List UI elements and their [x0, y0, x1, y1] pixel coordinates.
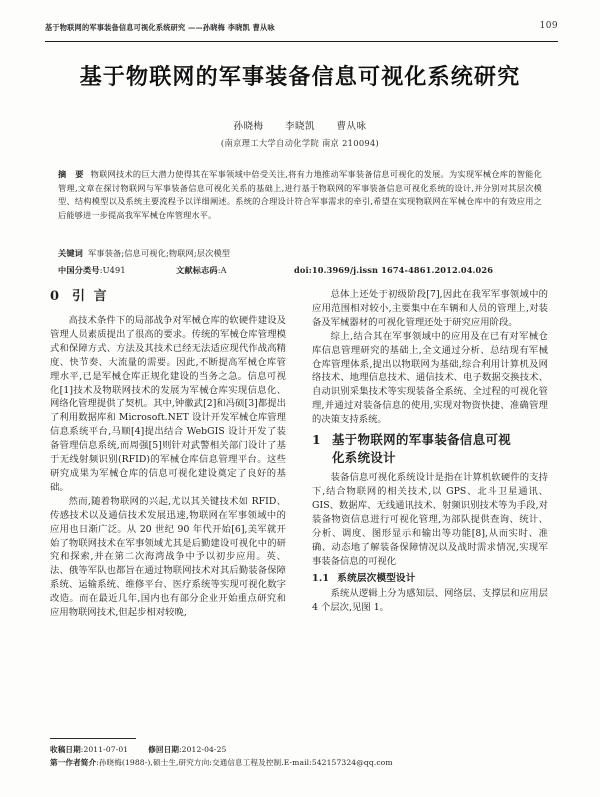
- keywords: [58, 248, 542, 259]
- section-title-line-1: 基于物联网的军事装备信息可视: [332, 432, 512, 448]
- section-number: 0: [50, 289, 62, 304]
- subsection-title: 系统层次模型设计: [337, 573, 416, 585]
- header-divider: [45, 41, 558, 42]
- footnote-divider: [50, 738, 136, 739]
- paragraph: 总体上还处于初级阶段[7],因此在我军军事领域中的应用范围相对较小,主要集中在车辆和人员的管理上,对装备及军械器材的可视化管理还处于研究应用阶段。: [312, 289, 548, 328]
- section-heading-intro: [50, 288, 286, 306]
- doc-code-label: 文献标志码: [176, 265, 218, 275]
- keywords-label: 关键词: [58, 248, 84, 258]
- page-title: 基于物联网的军事装备信息可视化系统研究: [79, 64, 521, 90]
- revised-date-label: 修回日期: [148, 745, 180, 754]
- section-heading-1-1: [312, 571, 548, 586]
- abstract-text: 物联网技术的巨大潜力使得其在军事领域中倍受关注,将有力地推动军事装备信息可视化的发展。为实现军械仓库的智能化管理,文章在探讨物联网与军事装备信息可视化关系的基础上,进行基于物联网的军事装备信息可视化系统的设计,并分别对其层次模型、结构模型以及系统主要流程予以详细阐述。系统的合理设计符合军事需求的牵引,希望在实现物联网在军械仓库中的有效应用之后能够进一步提高我军军械仓库管理水平。: [58, 169, 542, 220]
- section-number: 1: [312, 432, 322, 448]
- section-heading-1: [312, 431, 548, 466]
- paragraph: 高技术条件下的局部战争对军械仓库的软硬件建设及管理人员素质提出了很高的要求。传统的军械仓库管理模式和保障方式、方法及其技术已经无法适应现代作战高精度、快节奏、大流量的需要。因此,不断提高军械仓库管理水平,已是军械仓库正规化建设的当务之急。信息可视化[1]技术及物联网技术的发展为军械仓库实现信息化、网络化管理提供了契机。其中,钟徽武[2]和冯硕[3]都提出了利用数据库和 Microsoft.NET 设计开发军械仓库管理信息系统平台,马顺[4]提出结合 WebGIS 设计开发了装备管理信息系统,而周强[5]则针对武警相关部门设计了基于无线射频识别(RFID)的军械仓库信息管理平台。这些研究成果为军械仓库的信息可视化建设奠定了良好的基础。: [50, 315, 286, 493]
- doi-value: doi:10.3969/j.issn 1674-4861.2012.04.026: [294, 265, 494, 275]
- received-date-value: :2011-07-01: [80, 745, 129, 754]
- author-bio-value: :孙晓梅(1988-),硕士生,研究方向:交通信息工程及控制.E-mail:542157324@qq.com: [96, 757, 393, 767]
- author-name: 曹从咏: [336, 121, 367, 132]
- author-affiliation: (南京理工大学自动化学院 南京 210094): [220, 138, 380, 148]
- body-column-right: [312, 288, 548, 615]
- author-list: [0, 118, 600, 132]
- author-bio: [50, 757, 550, 770]
- running-head: [45, 22, 558, 31]
- subsection-number: 1.1: [312, 573, 330, 585]
- body-column-left: [50, 288, 286, 620]
- revised-date-value: :2012-04-25: [179, 745, 227, 754]
- running-head-title: 基于物联网的军事装备信息可视化系统研究 ——孙晓梅 李晓凯 曹从咏: [45, 22, 275, 32]
- paragraph: 系统从逻辑上分为感知层、网络层、支撑层和应用层 4 个层次,见图 1。: [312, 588, 548, 614]
- received-date-label: 收稿日期: [50, 745, 81, 754]
- clc-label: 中国分类号: [58, 265, 100, 275]
- abstract: [58, 168, 542, 222]
- paragraph: 综上,结合其在军事领域中的应用及在已有对军械仓库信息管理研究的基础上,全文通过分析、总结现有军械仓库管理体系,提出以物联网为基础,综合利用计算机及网络技术、地理信息技术、通信技术、电子数据交换技术、自动识别采集技术等实现装备全系统、全过程的可视化管理,并通过对装备信息的使用,实现对物资快捷、准确管理的决策支持系统。: [312, 330, 548, 426]
- classification-line: [58, 265, 542, 276]
- footnote-dates: [50, 744, 550, 757]
- clc-value: :U491: [99, 265, 126, 275]
- author-bio-label: 第一作者简介: [50, 757, 97, 767]
- section-title: 引 言: [72, 289, 109, 304]
- section-title-line-2: 化系统设计: [332, 449, 396, 465]
- abstract-label: 摘 要: [58, 169, 87, 179]
- keywords-text: 军事装备;信息可视化;物联网;层次模型: [88, 248, 231, 258]
- author-name: 孙晓梅: [233, 121, 264, 132]
- page-number: 109: [539, 21, 558, 31]
- paragraph: 装备信息可视化系统设计是指在计算机软硬件的支持下,结合物联网的相关技术,以 GPS、北斗卫星通讯、GIS、数据库、无线通讯技术、射频识别技术等为手段,对装备物资信息进行可视化管理,为部队提供查询、统计、分析、调度、图形显示和输出等功能[8],从而实时、准确、动态地了解装备保障情况以及战时需求情况,实现军事装备信息的可视化: [312, 472, 548, 567]
- clc-number: [58, 265, 176, 276]
- author-name: 李晓凯: [284, 121, 315, 132]
- paragraph: 然而,随着物联网的兴起,尤以其关键技术如 RFID、传感技术以及通信技术发展迅速,物联网在军事领域中的应用也日渐广泛。从 20 世纪 90 年代开始[6],美军就开始了物联网技术在军事领域尤其是后勤建设可视化中的研究和探索,并在第二次海湾战争中予以初步应用。英、法、俄等军队也都旨在通过物联网技术对其后勤装备保障系统、运输系统、维修平台、医疗系统等实现可视化数字改造。而在最近几年,国内也有部分企业开始重点研究和应用物联网技术,但起步相对较晚,: [50, 495, 286, 619]
- footnote-block: [50, 744, 550, 769]
- document-code: [176, 265, 294, 276]
- doc-code-value: :A: [217, 265, 227, 275]
